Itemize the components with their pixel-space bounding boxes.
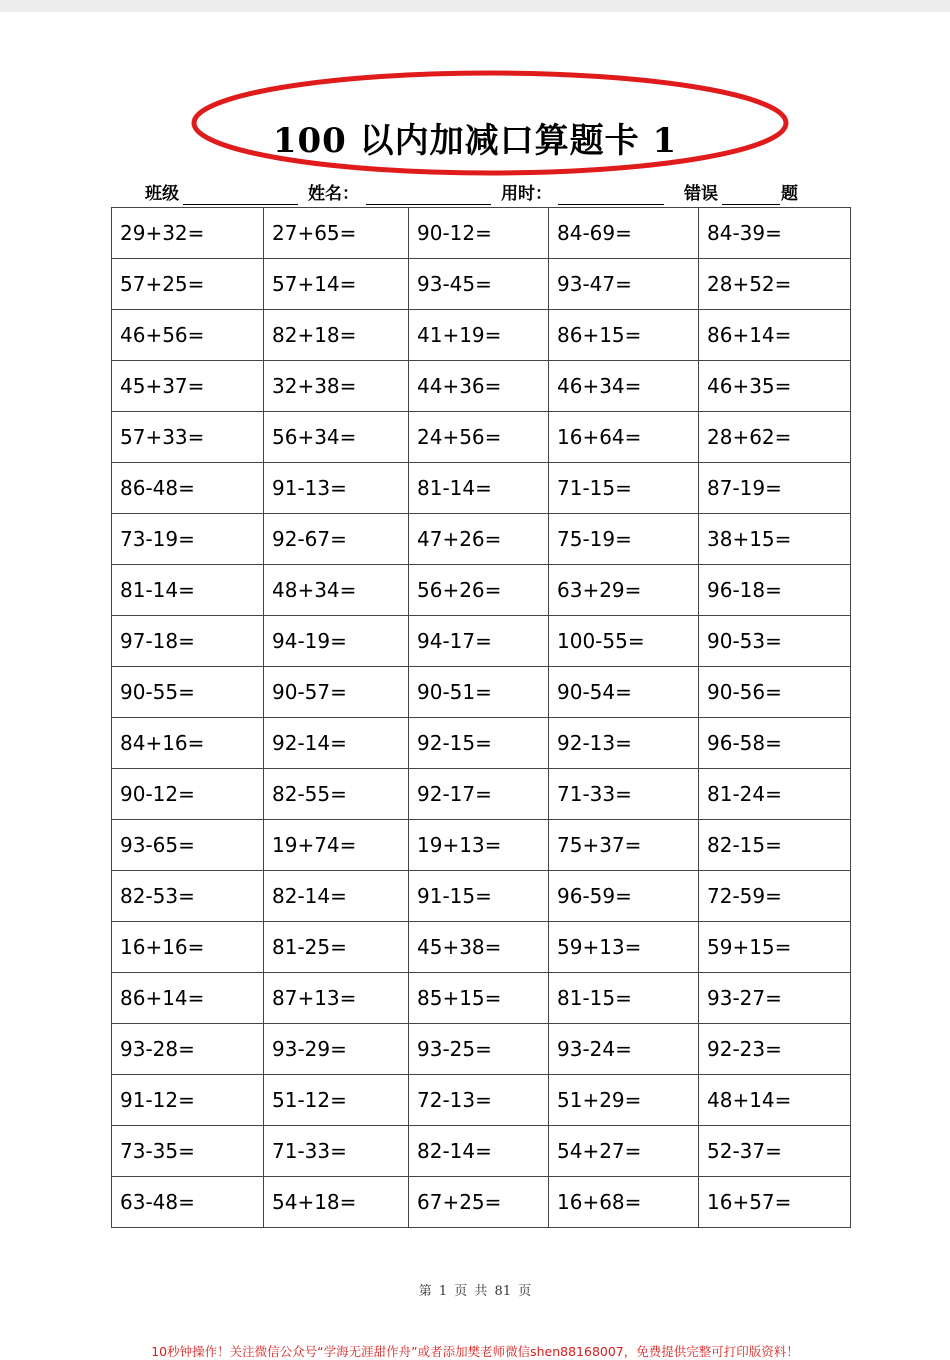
problem-cell: 56+26=: [409, 565, 549, 616]
problem-cell: 57+14=: [264, 259, 409, 310]
problem-cell: 51-12=: [264, 1075, 409, 1126]
promo-banner: 10秒钟操作！关注微信公众号“学海无涯甜作舟”或者添加樊老师微信shen88168007，免费提供完整可打印版资料！: [151, 1344, 799, 1359]
problem-cell: 82-14=: [409, 1126, 549, 1177]
problem-cell: 46+56=: [112, 310, 264, 361]
problem-cell: 96-58=: [699, 718, 851, 769]
problem-cell: 94-17=: [409, 616, 549, 667]
problem-row: [112, 1024, 851, 1075]
problem-row: [112, 259, 851, 310]
problem-cell: 90-55=: [112, 667, 264, 718]
problem-cell: 63-48=: [112, 1177, 264, 1228]
problem-row: [112, 718, 851, 769]
problem-cell: 93-47=: [549, 259, 699, 310]
problem-cell: 72-59=: [699, 871, 851, 922]
problem-cell: 19+74=: [264, 820, 409, 871]
problem-cell: 38+15=: [699, 514, 851, 565]
problem-cell: 86+15=: [549, 310, 699, 361]
problem-cell: 82-55=: [264, 769, 409, 820]
problem-row: [112, 412, 851, 463]
problem-cell: 28+62=: [699, 412, 851, 463]
problem-cell: 92-17=: [409, 769, 549, 820]
problem-cell: 41+19=: [409, 310, 549, 361]
problem-cell: 96-18=: [699, 565, 851, 616]
problem-cell: 84+16=: [112, 718, 264, 769]
problem-grid: [111, 207, 851, 1228]
problem-cell: 73-19=: [112, 514, 264, 565]
problem-cell: 92-23=: [699, 1024, 851, 1075]
page-title: 100 以内加减口算题卡 1: [272, 121, 678, 161]
problem-cell: 16+64=: [549, 412, 699, 463]
problem-cell: 46+35=: [699, 361, 851, 412]
problem-cell: 51+29=: [549, 1075, 699, 1126]
problem-row: [112, 922, 851, 973]
problem-cell: 90-56=: [699, 667, 851, 718]
class-label: 班级: [145, 184, 179, 204]
error-label: 错误: [684, 184, 718, 204]
problem-cell: 82+18=: [264, 310, 409, 361]
time-label: 用时：: [501, 184, 552, 204]
problem-cell: 16+68=: [549, 1177, 699, 1228]
problem-cell: 91-15=: [409, 871, 549, 922]
class-blank: [183, 204, 298, 205]
problem-cell: 16+16=: [112, 922, 264, 973]
problem-row: [112, 820, 851, 871]
problem-cell: 90-51=: [409, 667, 549, 718]
name-label: 姓名：: [308, 184, 359, 204]
problem-cell: 86-48=: [112, 463, 264, 514]
problem-cell: 93-25=: [409, 1024, 549, 1075]
problem-row: [112, 361, 851, 412]
problem-cell: 19+13=: [409, 820, 549, 871]
problem-cell: 91-13=: [264, 463, 409, 514]
problem-row: [112, 208, 851, 259]
problem-cell: 92-15=: [409, 718, 549, 769]
problem-cell: 32+38=: [264, 361, 409, 412]
time-blank: [558, 204, 664, 205]
problem-cell: 93-29=: [264, 1024, 409, 1075]
problem-cell: 44+36=: [409, 361, 549, 412]
problem-cell: 93-65=: [112, 820, 264, 871]
problem-row: [112, 310, 851, 361]
problem-cell: 54+27=: [549, 1126, 699, 1177]
problem-cell: 54+18=: [264, 1177, 409, 1228]
problem-cell: 85+15=: [409, 973, 549, 1024]
problem-cell: 67+25=: [409, 1177, 549, 1228]
problem-cell: 24+56=: [409, 412, 549, 463]
problem-cell: 82-14=: [264, 871, 409, 922]
problem-row: [112, 616, 851, 667]
problem-row: [112, 514, 851, 565]
problem-cell: 92-13=: [549, 718, 699, 769]
problem-cell: 96-59=: [549, 871, 699, 922]
problem-cell: 27+65=: [264, 208, 409, 259]
problem-cell: 91-12=: [112, 1075, 264, 1126]
problem-cell: 71-33=: [264, 1126, 409, 1177]
problem-cell: 92-14=: [264, 718, 409, 769]
problem-row: [112, 667, 851, 718]
problem-cell: 71-33=: [549, 769, 699, 820]
problem-cell: 82-15=: [699, 820, 851, 871]
problem-cell: 90-12=: [409, 208, 549, 259]
problem-cell: 81-14=: [112, 565, 264, 616]
top-strip: [0, 0, 950, 12]
problem-cell: 86+14=: [112, 973, 264, 1024]
page-footer: 第 1 页 共 81 页: [418, 1284, 532, 1299]
problem-cell: 56+34=: [264, 412, 409, 463]
problem-cell: 90-53=: [699, 616, 851, 667]
problem-cell: 100-55=: [549, 616, 699, 667]
problem-cell: 93-45=: [409, 259, 549, 310]
problem-cell: 86+14=: [699, 310, 851, 361]
problem-cell: 75-19=: [549, 514, 699, 565]
problem-cell: 59+15=: [699, 922, 851, 973]
problem-cell: 47+26=: [409, 514, 549, 565]
problem-cell: 81-14=: [409, 463, 549, 514]
problem-cell: 87-19=: [699, 463, 851, 514]
problem-cell: 57+25=: [112, 259, 264, 310]
problem-cell: 45+38=: [409, 922, 549, 973]
problem-cell: 57+33=: [112, 412, 264, 463]
problem-cell: 93-24=: [549, 1024, 699, 1075]
problem-cell: 45+37=: [112, 361, 264, 412]
problem-row: [112, 1075, 851, 1126]
problem-cell: 93-28=: [112, 1024, 264, 1075]
problem-row: [112, 565, 851, 616]
problem-cell: 94-19=: [264, 616, 409, 667]
problem-row: [112, 463, 851, 514]
problem-cell: 63+29=: [549, 565, 699, 616]
problem-cell: 84-39=: [699, 208, 851, 259]
problem-cell: 84-69=: [549, 208, 699, 259]
problem-cell: 46+34=: [549, 361, 699, 412]
problem-cell: 82-53=: [112, 871, 264, 922]
problem-row: [112, 871, 851, 922]
problem-cell: 73-35=: [112, 1126, 264, 1177]
problem-cell: 81-24=: [699, 769, 851, 820]
problem-row: [112, 769, 851, 820]
problem-cell: 48+14=: [699, 1075, 851, 1126]
problem-row: [112, 1177, 851, 1228]
problem-cell: 92-67=: [264, 514, 409, 565]
problem-cell: 48+34=: [264, 565, 409, 616]
error-blank: [722, 204, 780, 205]
problem-cell: 93-27=: [699, 973, 851, 1024]
problem-cell: 72-13=: [409, 1075, 549, 1126]
problem-cell: 90-54=: [549, 667, 699, 718]
problem-cell: 52-37=: [699, 1126, 851, 1177]
problem-cell: 81-25=: [264, 922, 409, 973]
problem-cell: 75+37=: [549, 820, 699, 871]
problem-row: [112, 1126, 851, 1177]
problem-cell: 71-15=: [549, 463, 699, 514]
problem-cell: 16+57=: [699, 1177, 851, 1228]
problem-row: [112, 973, 851, 1024]
problem-cell: 29+32=: [112, 208, 264, 259]
problem-cell: 81-15=: [549, 973, 699, 1024]
problem-cell: 87+13=: [264, 973, 409, 1024]
problem-cell: 59+13=: [549, 922, 699, 973]
problem-cell: 90-57=: [264, 667, 409, 718]
error-suffix: 题: [781, 184, 798, 204]
problem-cell: 28+52=: [699, 259, 851, 310]
problem-cell: 90-12=: [112, 769, 264, 820]
problem-cell: 97-18=: [112, 616, 264, 667]
name-blank: [366, 204, 491, 205]
